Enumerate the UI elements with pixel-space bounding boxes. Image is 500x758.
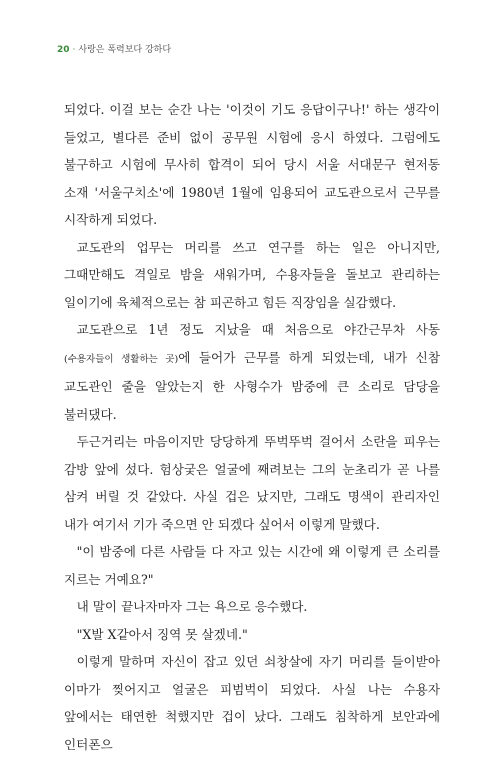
paragraph [64,538,440,593]
paragraph [64,96,440,234]
paragraph-text: 교도관의 업무는 머리를 쓰고 연구를 하는 일은 아니지만, 그때만해도 격일로 밤을 새워가며, 수용자들을 돌보고 관리하는 일이기에 육체적으로는 참 피곤하고 힘든 직장임을 실감했다. [64,239,440,310]
paragraph-text: "이 밤중에 다른 사람들 다 자고 있는 시간에 왜 이렇게 큰 소리를 지르는 거예요?" [64,544,440,587]
paragraph-text: 교도관으로 1년 정도 지났을 때 처음으로 야간근무차 사동 [76,322,440,337]
paragraph-text: 되었다. 이걸 보는 순간 나는 '이것이 기도 응답이구나!' 하는 생각이 들었고, 별다른 준비 없이 공무원 시험에 응시 하였다. 그럼에도 불구하고 시험에 무사히 합격이 되어 당시 서울 서대문구 현저동 소재 '서울구치소'에 1980년 1월에 임용되어 교도관으로서 근무를 시작하게 되었다. [64,102,440,227]
paragraph-text: 이렇게 말하며 자신이 잡고 있던 쇠창살에 자기 머리를 들이받아 이마가 찢어지고 얼굴은 피범벅이 되었다. 사실 나는 수용자 앞에서는 태연한 척했지만 겁이 났다. 그래도 침착하게 보안과에 인터폰으 [64,654,440,752]
body-text [64,96,440,758]
paragraph [64,234,440,317]
paragraph-text: 에 들어가 근무를 하게 되었는데, 내가 신참 교도관인 줄을 알았는지 한 사형수가 밤중에 큰 소리로 담당을 불러댔다. [64,349,440,422]
header-separator: · [72,45,76,55]
paragraph-text: 두근거리는 마음이지만 당당하게 뚜벅뚜벅 걸어서 소란을 피우는 감방 앞에 섰다. 험상궂은 얼굴에 째려보는 그의 눈초리가 곧 나를 삼켜 버릴 것 같았다. 사실 겁은 났지만, 그래도 명색이 관리자인 내가 여기서 기가 죽으면 안 되겠다 싶어서 이렇게 말했다. [64,434,440,532]
paragraph-text: "X발 X같아서 징역 못 살겠네." [76,626,248,642]
paragraph [64,316,440,428]
running-header [57,42,171,55]
running-title: 사랑은 폭력보다 강하다 [78,45,172,55]
inline-note: (수용자들이 생활하는 곳) [64,353,179,365]
paragraph [64,621,440,649]
paragraph-text: 내 말이 끝나자마자 그는 욕으로 응수했다. [76,599,308,614]
paragraph [64,593,440,621]
paragraph [64,428,440,538]
paragraph [64,648,440,758]
page-number: 20 [57,45,70,55]
